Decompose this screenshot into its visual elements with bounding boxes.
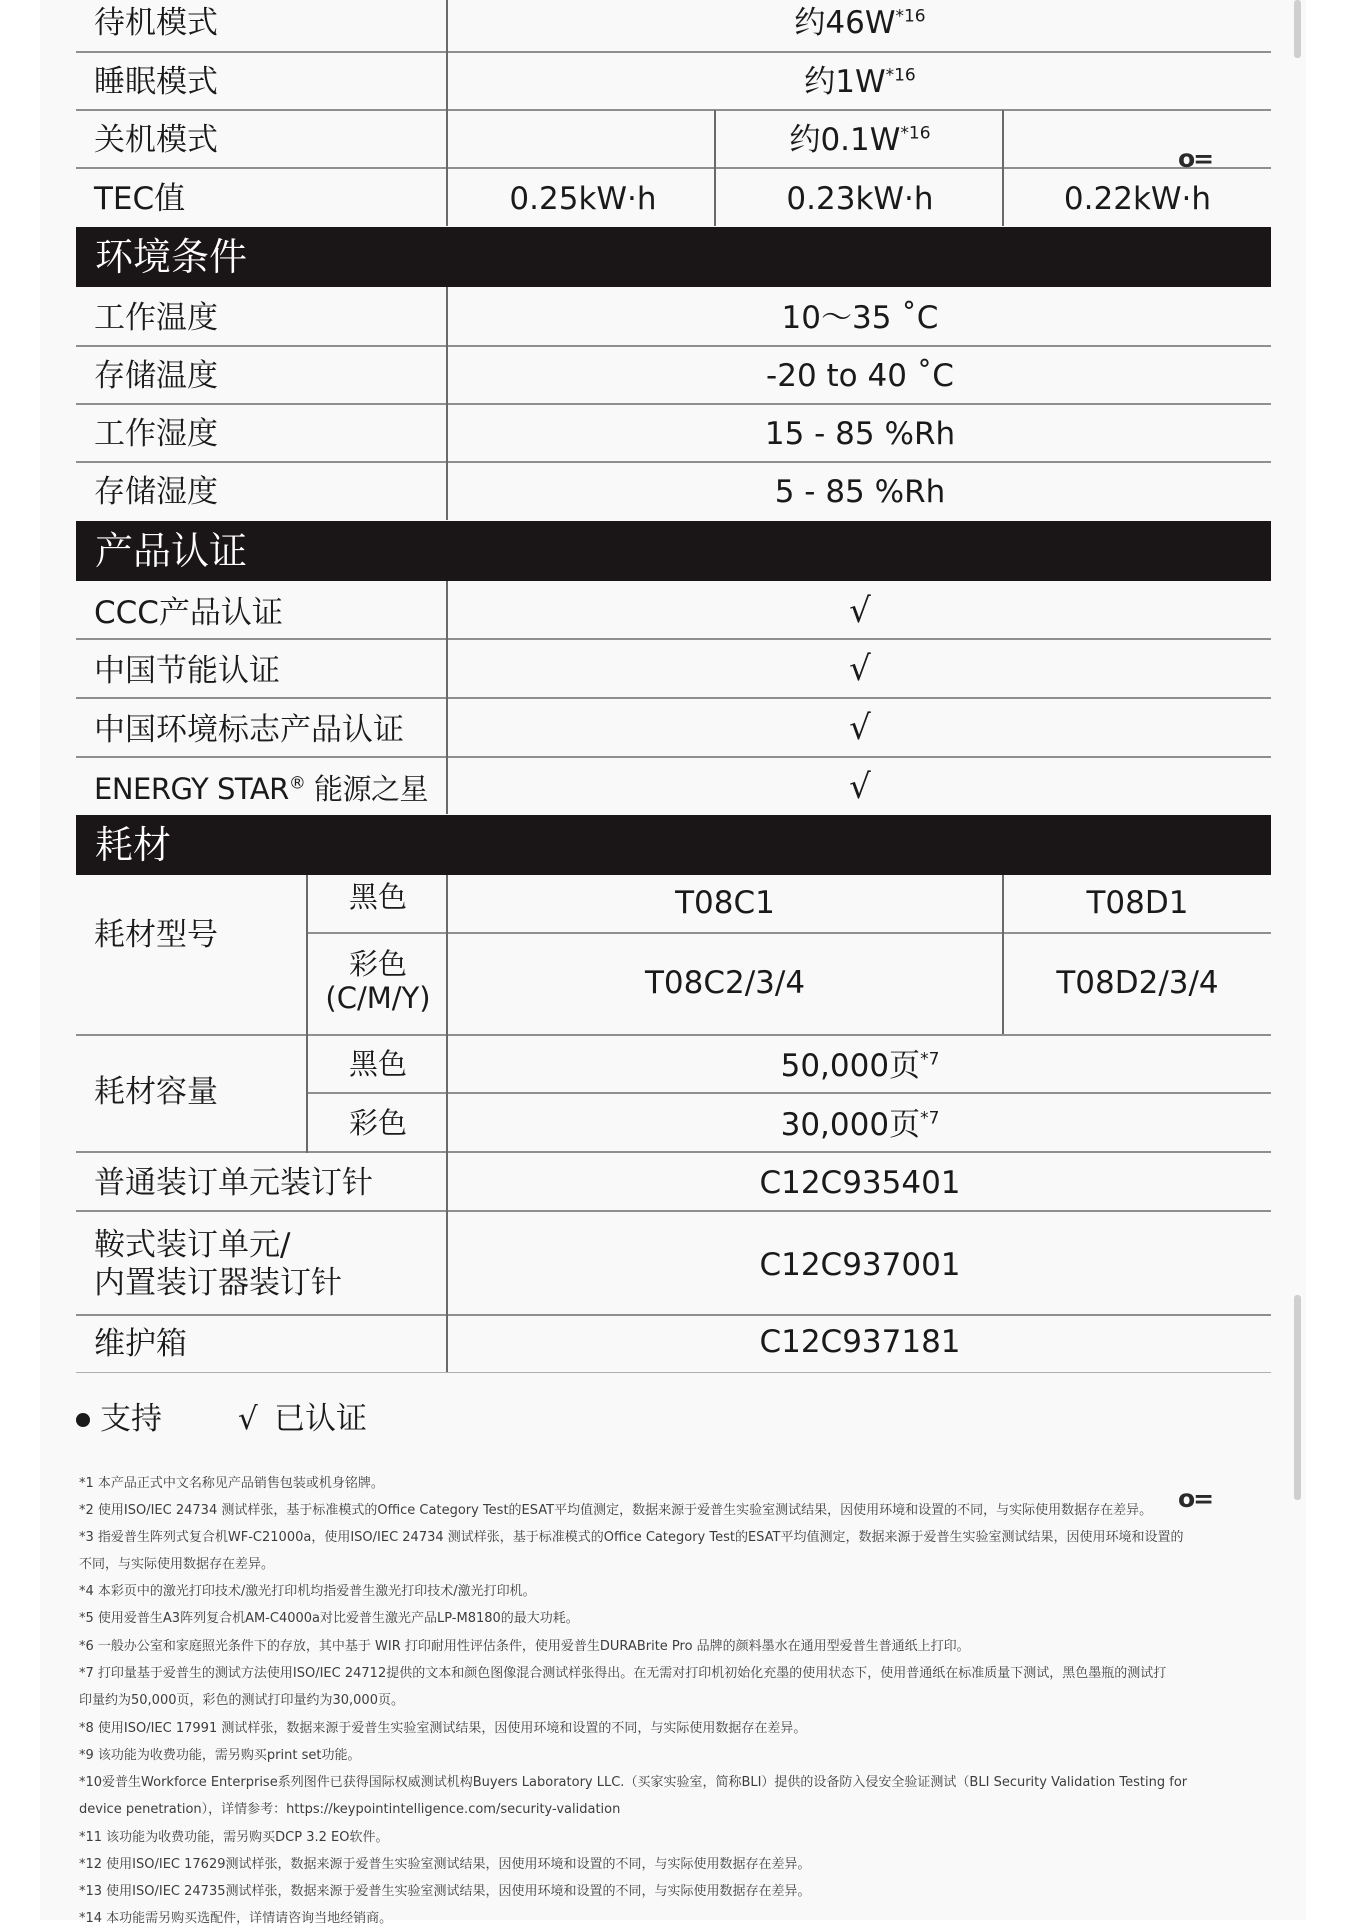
model-black-value-a: T08C1 xyxy=(675,885,775,921)
scrollbar-thumb[interactable] xyxy=(1294,0,1301,58)
legend-certified-mark: √ xyxy=(238,1401,258,1437)
capacity-black-value: 50,000页$^{*7}$ xyxy=(780,1048,940,1084)
operating-temperature-value: 10～35 ˚C xyxy=(781,300,939,336)
storage-humidity-label: 存储湿度 xyxy=(94,474,218,510)
energy-star-label: ENERGY STAR® 能源之星 xyxy=(94,772,429,806)
maintenance-box-value: C12C937181 xyxy=(759,1324,961,1360)
watermark-logo: o= xyxy=(1178,144,1213,173)
model-color-label: 彩色 (C/M/Y) xyxy=(325,947,431,1015)
footnote: *7 打印量基于爱普生的测试方法使用ISO/IEC 24712提供的文本和颜色图像混合测试样张得出。在无需对打印机初始化充墨的使用状态下，使用普通纸在标准质量下测试，黑色墨瓶的测试打 xyxy=(79,1666,1167,1681)
off-mode-label: 关机模式 xyxy=(94,122,218,158)
operating-humidity-value: 15 - 85 %Rh xyxy=(764,416,956,452)
tec-label: TEC值 xyxy=(94,181,186,217)
support-bullet-icon xyxy=(76,1413,90,1427)
ccc-cert-label: CCC产品认证 xyxy=(94,595,283,631)
footnote: *9 该功能为收费功能，需另购买print set功能。 xyxy=(79,1748,361,1763)
staple-unit-value: C12C935401 xyxy=(759,1165,961,1201)
model-black-label: 黑色 xyxy=(348,880,407,914)
footnote: 不同，与实际使用数据存在差异。 xyxy=(79,1557,275,1572)
sleep-mode-value: 约$1W^{*16}$ xyxy=(804,64,916,100)
capacity-color-value: 30,000页$^{*7}$ xyxy=(780,1107,940,1143)
energy-saving-cert-label: 中国节能认证 xyxy=(94,653,280,689)
ccc-cert-check: √ xyxy=(849,591,871,631)
spec-page xyxy=(40,0,1306,1920)
model-black-value-b: T08D1 xyxy=(1086,885,1189,921)
footnote: *8 使用ISO/IEC 17991 测试样张，数据来源于爱普生实验室测试结果，因使用环境和设置的不同，与实际使用数据存在差异。 xyxy=(79,1721,807,1736)
consumable-model-label: 耗材型号 xyxy=(94,917,218,953)
footnote: *13 使用ISO/IEC 24735测试样张，数据来源于爱普生实验室测试结果，因使用环境和设置的不同，与实际使用数据存在差异。 xyxy=(79,1884,811,1899)
model-color-value-a: T08C2/3/4 xyxy=(644,965,806,1001)
tec-value-2: 0.23kW·h xyxy=(786,181,934,217)
energy-star-check: √ xyxy=(849,767,871,807)
saddle-staple-label: 鞍式装订单元/ 内置装订器装订针 xyxy=(94,1227,342,1301)
footnote: *14 本功能需另购买选配件，详情请咨询当地经销商。 xyxy=(79,1911,393,1926)
certification-section-header: 产品认证 xyxy=(76,521,1271,581)
footnote: *11 该功能为收费功能，需另购买DCP 3.2 EO软件。 xyxy=(79,1830,389,1845)
footnote: device penetration），详情参考：https://keypointintelligence.com/security-validation xyxy=(79,1802,621,1817)
capacity-color-label: 彩色 xyxy=(348,1106,407,1140)
footnote: *4 本彩页中的激光打印技术/激光打印机均指爱普生激光打印技术/激光打印机。 xyxy=(79,1584,536,1599)
tec-value-1: 0.25kW·h xyxy=(509,181,657,217)
standby-mode-label: 待机模式 xyxy=(94,5,218,41)
standby-mode-value: 约$46W^{*16}$ xyxy=(794,5,926,41)
footnote: *3 指爱普生阵列式复合机WF-C21000a，使用ISO/IEC 24734 测试样张，基于标准模式的Office Category Test的ESAT平均值测定，数据来源于爱普生实验室测试结果，因使用环境和设置的 xyxy=(79,1530,1184,1545)
saddle-staple-value: C12C937001 xyxy=(759,1247,961,1283)
consumables-section-header: 耗材 xyxy=(76,815,1271,875)
legend-certified: 已认证 xyxy=(274,1401,367,1437)
footnote: *12 使用ISO/IEC 17629测试样张，数据来源于爱普生实验室测试结果，因使用环境和设置的不同，与实际使用数据存在差异。 xyxy=(79,1857,811,1872)
footnote: *2 使用ISO/IEC 24734 测试样张，基于标准模式的Office Category Test的ESAT平均值测定，数据来源于爱普生实验室测试结果，因使用环境和设置的不同，与实际使用数据存在差异。 xyxy=(79,1503,1153,1518)
watermark-logo: o= xyxy=(1178,1484,1213,1513)
sleep-mode-label: 睡眠模式 xyxy=(94,64,218,100)
operating-temperature-label: 工作温度 xyxy=(94,300,218,336)
operating-humidity-label: 工作湿度 xyxy=(94,416,218,452)
footnote: *6 一般办公室和家庭照光条件下的存放，其中基于 WIR 打印耐用性评估条件，使用爱普生DURABrite Pro 品牌的颜料墨水在通用型爱普生普通纸上打印。 xyxy=(79,1639,970,1654)
footnote: *10爱普生Workforce Enterprise系列图件已获得国际权威测试机构Buyers Laboratory LLC.（买家实验室，简称BLI）提供的设备防入侵安全验证测试（BLI Security Validation Testing for xyxy=(79,1775,1188,1790)
footnote: *1 本产品正式中文名称见产品销售包装或机身铭牌。 xyxy=(79,1476,384,1491)
staple-unit-label: 普通装订单元装订针 xyxy=(94,1165,373,1201)
storage-temperature-label: 存储温度 xyxy=(94,358,218,394)
environmental-label-cert-label: 中国环境标志产品认证 xyxy=(94,712,404,748)
legend-support: 支持 xyxy=(100,1401,162,1437)
storage-humidity-value: 5 - 85 %Rh xyxy=(774,474,946,510)
maintenance-box-label: 维护箱 xyxy=(94,1326,187,1362)
off-mode-value: 约$0.1W^{*16}$ xyxy=(789,122,931,158)
scrollbar-thumb-lower[interactable] xyxy=(1294,1295,1301,1500)
footnote: 印量约为50,000页，彩色的测试打印量约为30,000页。 xyxy=(79,1693,404,1708)
model-color-value-b: T08D2/3/4 xyxy=(1056,965,1219,1001)
storage-temperature-value: -20 to 40 ˚C xyxy=(766,358,954,394)
footnote: *5 使用爱普生A3阵列复合机AM-C4000a对比爱普生激光产品LP-M8180的最大功耗。 xyxy=(79,1611,579,1626)
environmental-label-cert-check: √ xyxy=(849,708,871,748)
tec-value-3: 0.22kW·h xyxy=(1063,181,1212,217)
capacity-black-label: 黑色 xyxy=(348,1047,407,1081)
environment-section-header: 环境条件 xyxy=(76,227,1271,287)
energy-saving-cert-check: √ xyxy=(849,649,871,689)
consumable-capacity-label: 耗材容量 xyxy=(94,1074,218,1110)
